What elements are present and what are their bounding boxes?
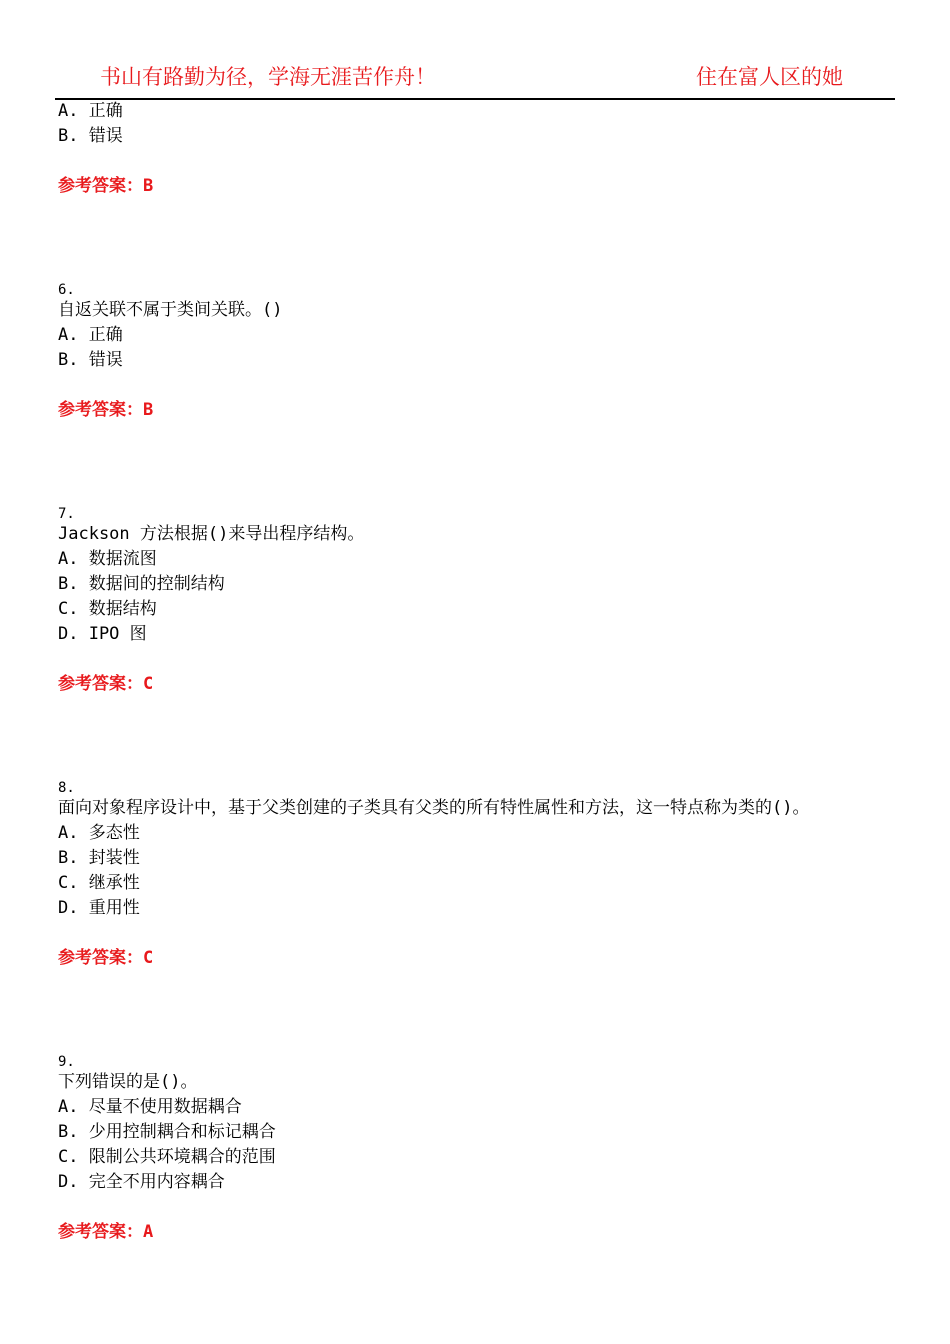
q6-answer: 参考答案：B — [58, 400, 154, 420]
q6-option-b: B. 错误 — [58, 350, 123, 370]
q6-option-a: A. 正确 — [58, 325, 123, 345]
q8-option-c: C. 继承性 — [58, 873, 140, 893]
q7-option-d: D. IPO 图 — [58, 624, 147, 644]
q8-option-a: A. 多态性 — [58, 823, 140, 843]
q7-text: Jackson 方法根据()来导出程序结构。 — [58, 524, 365, 544]
q8-option-b: B. 封装性 — [58, 848, 140, 868]
q7-option-c: C. 数据结构 — [58, 599, 157, 619]
q8-answer: 参考答案：C — [58, 948, 154, 968]
q9-option-d: D. 完全不用内容耦合 — [58, 1172, 225, 1192]
q8-option-d: D. 重用性 — [58, 898, 140, 918]
q9-option-c: C. 限制公共环境耦合的范围 — [58, 1147, 276, 1167]
q7-number: 7. — [58, 506, 75, 522]
q9-option-b: B. 少用控制耦合和标记耦合 — [58, 1122, 276, 1142]
header-author: 住在富人区的她 — [696, 65, 843, 89]
q8-text: 面向对象程序设计中，基于父类创建的子类具有父类的所有特性属性和方法，这一特点称为类的()。 — [58, 798, 810, 818]
q9-option-a: A. 尽量不使用数据耦合 — [58, 1097, 242, 1117]
q5-option-b: B. 错误 — [58, 126, 123, 146]
header-divider — [55, 98, 895, 100]
q7-option-b: B. 数据间的控制结构 — [58, 574, 225, 594]
q5-option-a: A. 正确 — [58, 101, 123, 121]
q7-option-a: A. 数据流图 — [58, 549, 157, 569]
q9-number: 9. — [58, 1054, 75, 1070]
q6-text: 自返关联不属于类间关联。() — [58, 300, 283, 320]
q8-number: 8. — [58, 780, 75, 796]
q7-answer: 参考答案：C — [58, 674, 154, 694]
header-motto: 书山有路勤为径，学海无涯苦作舟！ — [100, 65, 436, 89]
q9-text: 下列错误的是()。 — [58, 1072, 198, 1092]
q5-answer: 参考答案：B — [58, 176, 154, 196]
q9-answer: 参考答案：A — [58, 1222, 154, 1242]
q6-number: 6. — [58, 282, 75, 298]
